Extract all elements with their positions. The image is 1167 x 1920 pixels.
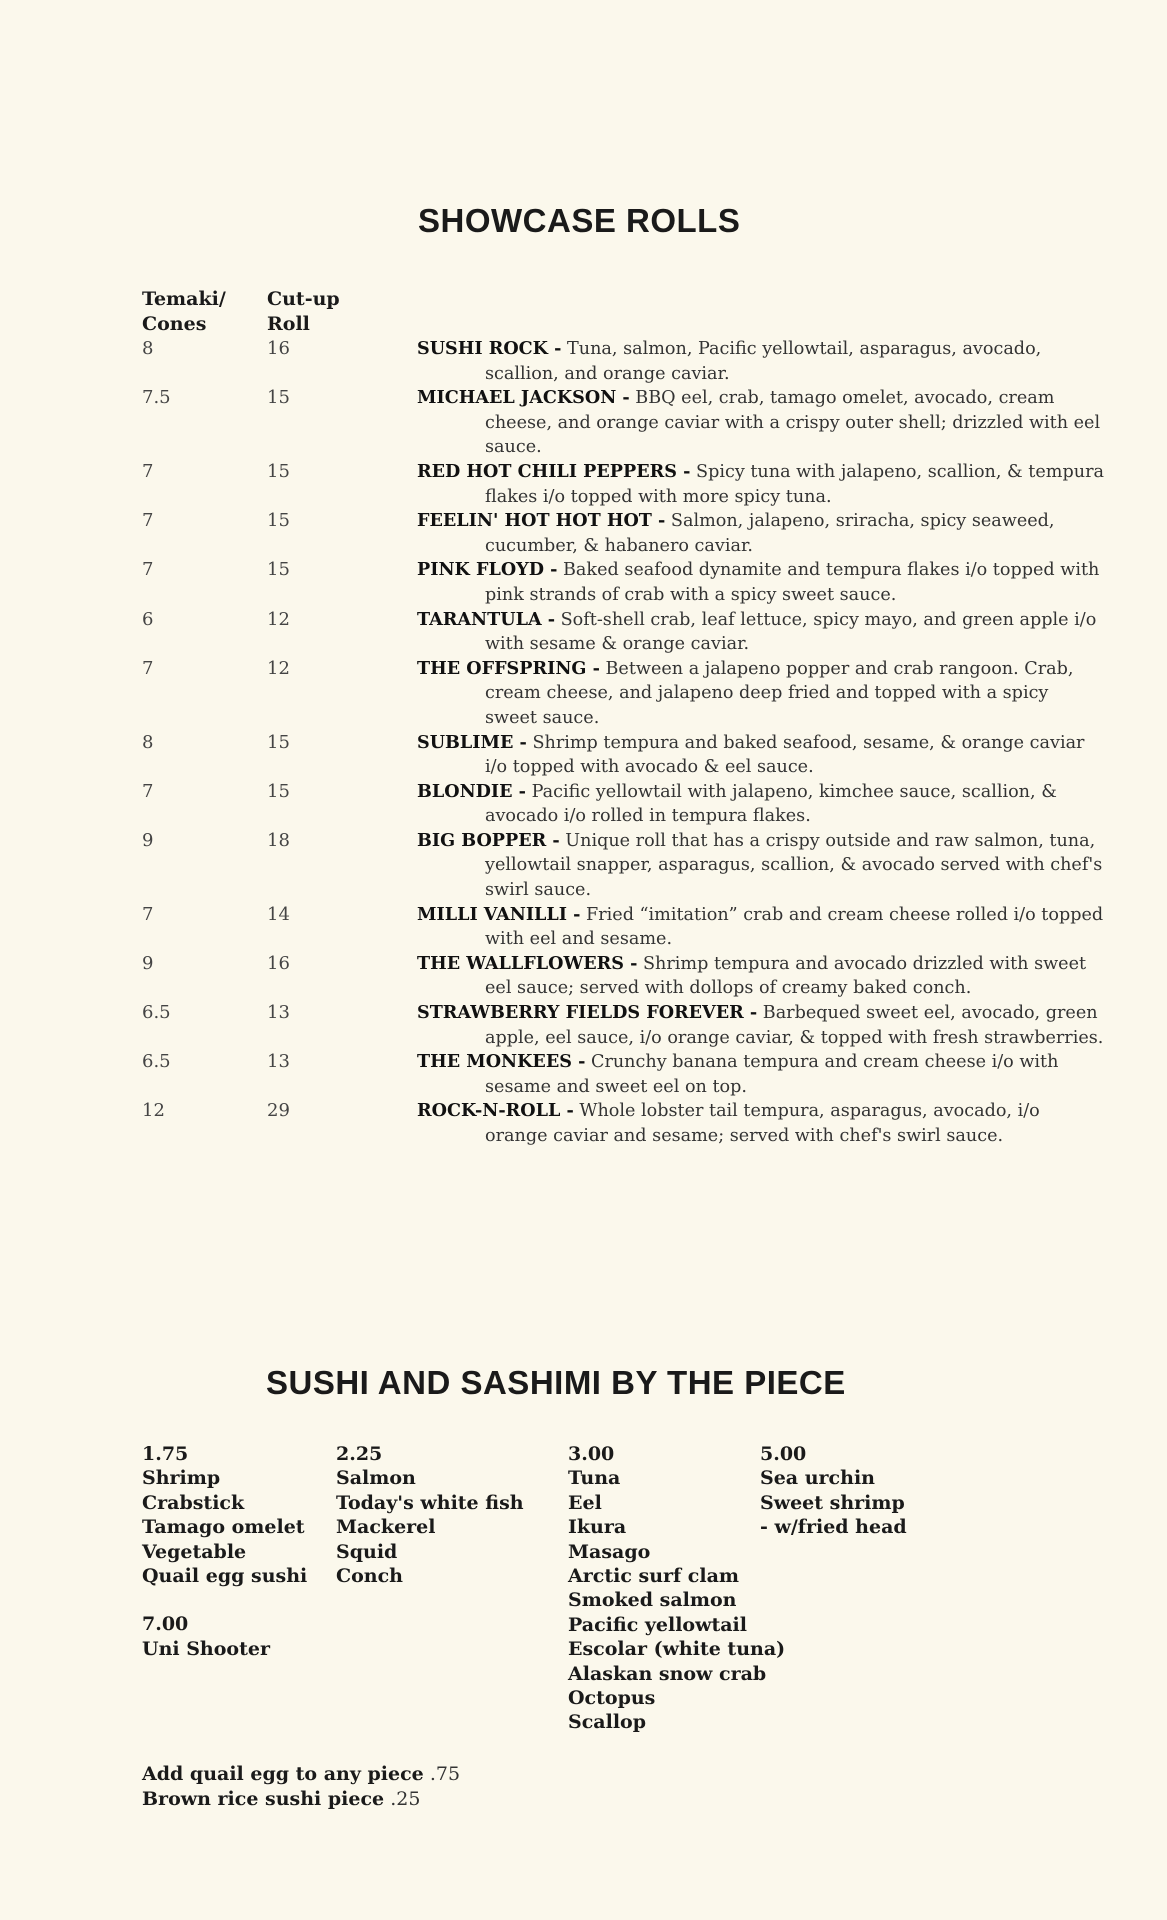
column-price: 3.00: [568, 1443, 615, 1465]
sushi-item: Tuna: [568, 1467, 621, 1490]
sushi-item: Ikura: [568, 1516, 627, 1539]
roll-name: THE OFFSPRING -: [417, 657, 600, 679]
addon-label: Brown rice sushi piece: [142, 1788, 385, 1810]
roll-description-block: [417, 509, 1105, 558]
sushi-item: Octopus: [568, 1687, 656, 1710]
roll-description: Soft-shell crab, leaf lettuce, spicy mayo, and green apple i/o with sesame & orange caviar.: [485, 609, 1097, 655]
roll-description: Shrimp tempura and baked seafood, sesame, & orange caviar i/o topped with avocado & eel sauce.: [485, 732, 1085, 778]
cutup-price: 15: [267, 731, 290, 753]
temaki-price: 9: [142, 829, 154, 851]
roll-description: Baked seafood dynamite and tempura flakes i/o topped with pink strands of crab with a spicy sweet sauce.: [485, 560, 1100, 605]
temaki-price: 7: [142, 460, 154, 482]
roll-description-block: [417, 1001, 1105, 1050]
cutup-price: 15: [267, 559, 290, 581]
roll-row: [0, 1001, 1167, 1050]
roll-name: BIG BOPPER -: [417, 829, 560, 851]
price-column-3: [568, 1442, 785, 1735]
roll-row: [0, 829, 1167, 903]
roll-row: [0, 386, 1167, 460]
temaki-price: 7: [142, 903, 154, 925]
roll-name: MICHAEL JACKSON -: [417, 387, 630, 409]
roll-description: Barbequed sweet eel, avocado, green apple, eel sauce, i/o orange caviar, & topped with fresh strawberries.: [485, 1003, 1104, 1048]
cutup-price: 18: [267, 829, 290, 851]
roll-description: Tuna, salmon, Pacific yellowtail, asparagus, avocado, scallion, and orange caviar.: [485, 339, 1042, 384]
temaki-price: 9: [142, 952, 154, 974]
sushi-item: Pacific yellowtail: [568, 1613, 747, 1636]
roll-description: Salmon, jalapeno, sriracha, spicy seaweed, cucumber, & habanero caviar.: [485, 511, 1055, 556]
sushi-item: - w/fried head: [760, 1516, 907, 1539]
sushi-item: Scallop: [568, 1711, 646, 1734]
roll-description: Unique roll that has a crispy outside and raw salmon, tuna, yellowtail snapper, asparagus, scallion, & avocado served with chef's swirl sauce.: [485, 830, 1103, 901]
roll-description-block: [417, 1050, 1105, 1099]
roll-description-block: [417, 1099, 1105, 1148]
roll-name: PINK FLOYD -: [417, 559, 558, 581]
cutup-price: 16: [267, 952, 290, 974]
roll-row: [0, 509, 1167, 558]
cutup-price: 13: [267, 1051, 290, 1073]
sushi-item: Shrimp: [142, 1467, 221, 1490]
sushi-item: Crabstick: [142, 1491, 245, 1514]
sushi-item: Arctic surf clam: [568, 1565, 740, 1588]
roll-description-block: [417, 731, 1105, 780]
roll-description-block: [417, 337, 1105, 386]
cutup-price: 15: [267, 780, 290, 802]
sushi-sashimi-title: SUSHI AND SASHIMI BY THE PIECE: [266, 1364, 846, 1401]
showcase-rolls-list: [0, 337, 1167, 1149]
roll-name: THE MONKEES -: [417, 1051, 586, 1073]
cutup-price: 15: [267, 460, 290, 482]
roll-description: BBQ eel, crab, tamago omelet, avocado, cream cheese, and orange caviar with a crispy outer shell; drizzled with eel sauce.: [485, 388, 1101, 458]
roll-name: BLONDIE -: [417, 780, 526, 802]
sushi-item: Eel: [568, 1491, 602, 1514]
sushi-item: Escolar (white tuna): [568, 1638, 786, 1661]
roll-row: [0, 1050, 1167, 1099]
cutup-header-line1: Cut-up: [267, 288, 340, 310]
column-price: 5.00: [760, 1443, 807, 1465]
roll-name: MILLI VANILLI -: [417, 903, 581, 925]
roll-row: [0, 780, 1167, 829]
roll-description-block: [417, 829, 1105, 903]
temaki-cones-header: [142, 287, 262, 337]
roll-name: FEELIN' HOT HOT HOT -: [417, 510, 666, 532]
roll-description-block: [417, 780, 1105, 829]
cutup-price: 13: [267, 1002, 290, 1024]
roll-description: Fried “imitation” crab and cream cheese rolled i/o topped with eel and sesame.: [485, 904, 1104, 950]
cut-up-roll-header: [267, 287, 387, 337]
cutup-header-line2: Roll: [267, 313, 310, 335]
temaki-price: 6.5: [142, 1002, 171, 1024]
temaki-price: 7: [142, 657, 154, 679]
addon-price: .25: [390, 1788, 421, 1810]
roll-name: SUSHI ROCK -: [417, 338, 562, 359]
roll-description-block: [417, 386, 1105, 460]
sushi-item: Quail egg sushi: [142, 1565, 308, 1588]
roll-description-block: [417, 608, 1105, 657]
roll-description-block: [417, 558, 1105, 607]
roll-row: [0, 1099, 1167, 1148]
column-price: 1.75: [142, 1443, 189, 1465]
cutup-price: 29: [267, 1100, 290, 1122]
temaki-header-line1: Temaki/: [142, 288, 226, 310]
roll-name: RED HOT CHILI PEPPERS -: [417, 460, 691, 482]
addons-list: [142, 1762, 460, 1812]
temaki-price: 7: [142, 780, 154, 802]
sushi-item: Conch: [336, 1565, 403, 1588]
roll-name: SUBLIME -: [417, 731, 527, 753]
temaki-price: 7: [142, 559, 154, 581]
roll-row: [0, 903, 1167, 952]
roll-description-block: [417, 952, 1105, 1001]
addon-item: [142, 1762, 460, 1787]
sushi-item: Today's white fish: [336, 1491, 524, 1514]
roll-description: Spicy tuna with jalapeno, scallion, & tempura flakes i/o topped with more spicy tuna.: [485, 461, 1104, 507]
addon-item: [142, 1787, 460, 1812]
roll-description: Pacific yellowtail with jalapeno, kimchee sauce, scallion, & avocado i/o rolled in tempura flakes.: [485, 781, 1057, 827]
roll-name: STRAWBERRY FIELDS FOREVER -: [417, 1002, 758, 1024]
cutup-price: 16: [267, 338, 290, 359]
temaki-price: 6.5: [142, 1051, 171, 1073]
sushi-item: Vegetable: [142, 1540, 247, 1563]
roll-description: Crunchy banana tempura and cream cheese i/o with sesame and sweet eel on top.: [485, 1052, 1059, 1097]
temaki-price: 8: [142, 731, 154, 753]
roll-description-block: [417, 460, 1105, 509]
sushi-item: Mackerel: [336, 1516, 436, 1539]
cutup-price: 12: [267, 608, 290, 630]
price-column-4: [760, 1442, 907, 1540]
roll-description-block: [417, 903, 1105, 952]
addon-price: .75: [429, 1763, 461, 1785]
sushi-item: Tamago omelet: [142, 1516, 305, 1539]
showcase-rolls-title: SHOWCASE ROLLS: [418, 202, 741, 239]
column-price: 2.25: [336, 1443, 383, 1465]
temaki-price: 12: [142, 1100, 165, 1122]
roll-row: [0, 337, 1167, 386]
roll-row: [0, 460, 1167, 509]
roll-name: TARANTULA -: [417, 608, 556, 630]
sushi-item: Sea urchin: [760, 1467, 875, 1490]
roll-row: [0, 657, 1167, 731]
temaki-price: 7: [142, 510, 154, 532]
temaki-price: 8: [142, 338, 154, 359]
price-column-1: [142, 1442, 307, 1661]
roll-row: [0, 731, 1167, 780]
roll-row: [0, 558, 1167, 607]
roll-row: [0, 608, 1167, 657]
roll-name: THE WALLFLOWERS -: [417, 952, 638, 974]
roll-name: ROCK-N-ROLL -: [417, 1100, 574, 1122]
sushi-item: Smoked salmon: [568, 1589, 737, 1612]
temaki-price: 6: [142, 608, 154, 630]
temaki-header-line2: Cones: [142, 313, 207, 335]
roll-description: Whole lobster tail tempura, asparagus, avocado, i/o orange caviar and sesame; served with chef's swirl sauce.: [485, 1101, 1040, 1146]
roll-description: Shrimp tempura and avocado drizzled with sweet eel sauce; served with dollops of creamy baked conch.: [485, 953, 1087, 999]
sushi-item: Masago: [568, 1540, 651, 1563]
addon-label: Add quail egg to any piece: [142, 1763, 424, 1785]
column-price: 7.00: [142, 1613, 189, 1636]
cutup-price: 14: [267, 903, 290, 925]
roll-description-block: [417, 657, 1105, 731]
temaki-price: 7.5: [142, 387, 171, 409]
cutup-price: 15: [267, 387, 290, 409]
price-column-2: [336, 1442, 524, 1588]
sushi-item: Squid: [336, 1540, 398, 1563]
sushi-item: Salmon: [336, 1467, 416, 1490]
sushi-item: Sweet shrimp: [760, 1491, 905, 1514]
sushi-item: Alaskan snow crab: [568, 1662, 767, 1685]
cutup-price: 12: [267, 657, 290, 679]
sushi-item: Uni Shooter: [142, 1637, 270, 1660]
roll-row: [0, 952, 1167, 1001]
roll-description: Between a jalapeno popper and crab rangoon. Crab, cream cheese, and jalapeno deep fried and topped with a spicy sweet sauce.: [485, 658, 1074, 728]
cutup-price: 15: [267, 510, 290, 532]
